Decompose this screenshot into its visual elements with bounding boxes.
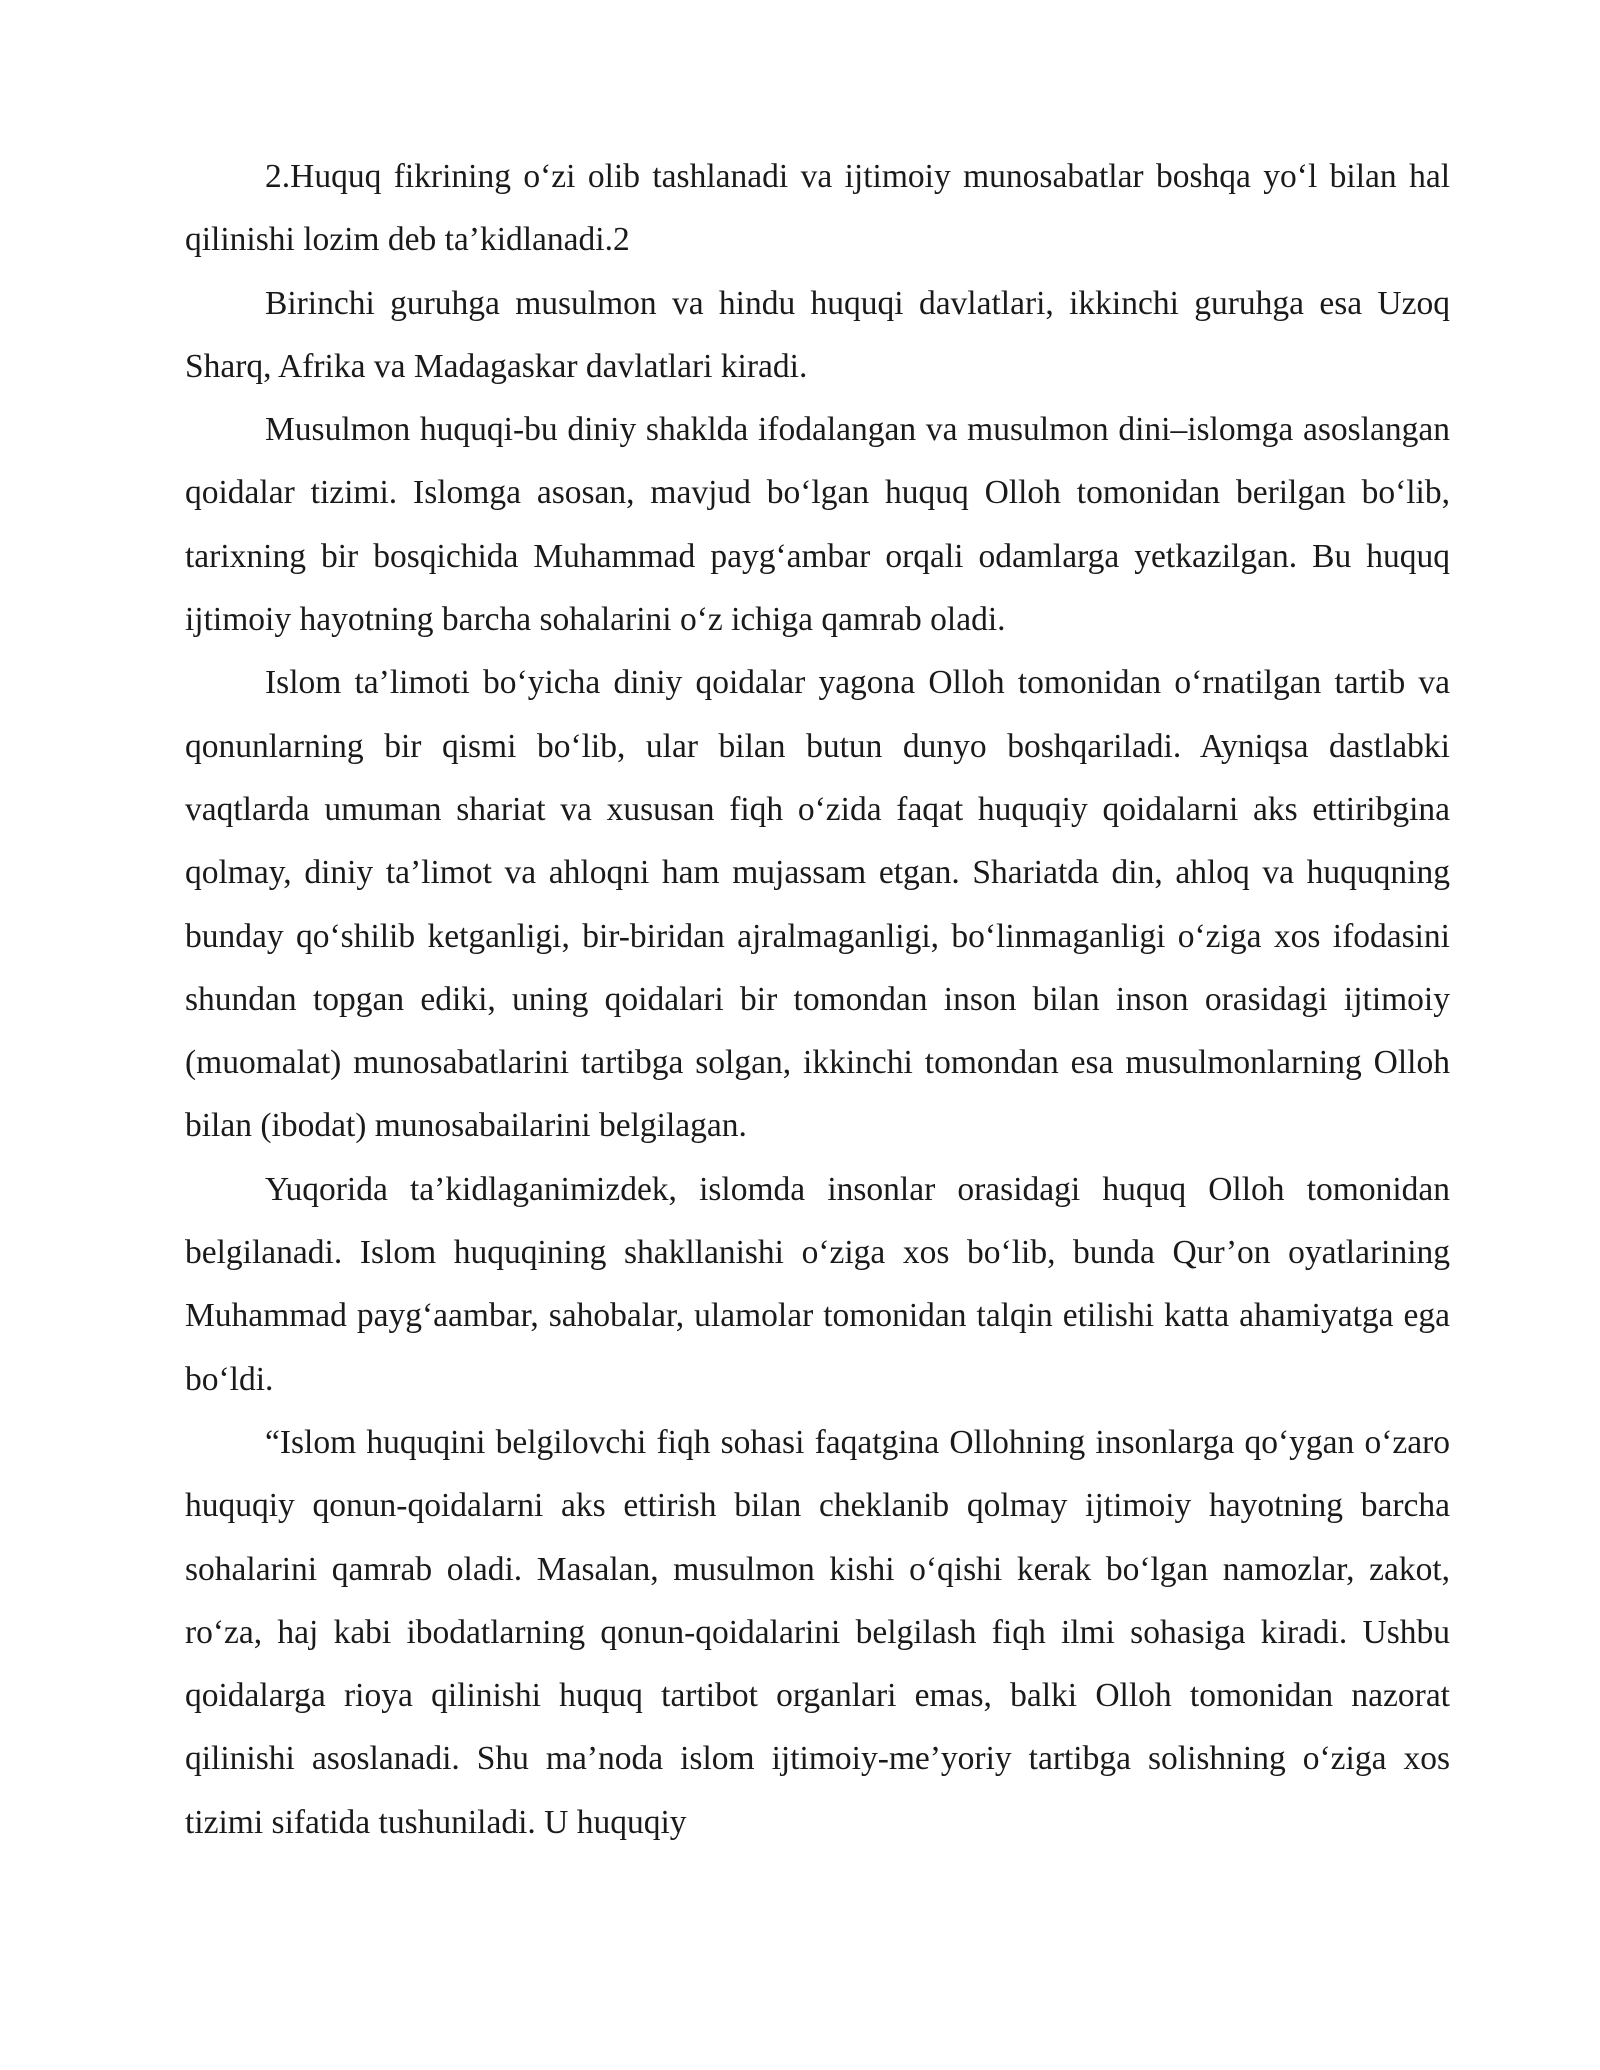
paragraph-2: Birinchi guruhga musulmon va hindu huquqi davlatlari, ikkinchi guruhga esa Uzoq Sharq, Afrika va Madagaskar davlatlari kiradi. [185,284,1450,385]
paragraph-4: Islom ta’limoti bo‘yicha diniy qoidalar yagona Olloh tomonidan o‘rnatilgan tartib va qonunlarning bir qismi bo‘lib, ular bilan butun dunyo boshqariladi. Ayniqsa dastlabki vaqtlarda umuman shariat va xususan fiqh o‘zida faqat huquqiy qoidalarni aks ettiribgina qolmay, diniy ta’limot va ahloqni ham mujassam etgan. Shariatda din, ahloq va huquqning bunday qo‘shilib ketganligi, bir-biridan ajralmaganligi, bo‘linmaganligi o‘ziga xos ifodasini shundan topgan ediki, uning qoidalari bir tomondan inson bilan inson orasidagi ijtimoiy (muomalat) munosabatlarini tartibga solgan, ikkinchi tomondan esa musulmonlarning Olloh bilan (ibodat) munosabailarini belgilagan. [185,664,1450,1145]
paragraph-6: “Islom huquqini belgilovchi fiqh sohasi faqatgina Ollohning insonlarga qo‘ygan o‘zaro huquqiy qonun-qoidalarni aks ettirish bilan cheklanib qolmay ijtimoiy hayotning barcha sohalarini qamrab oladi. Masalan, musulmon kishi o‘qishi kerak bo‘lgan namozlar, zakot, ro‘za, haj kabi ibodatlarning qonun-qoidalarini belgilash fiqh ilmi sohasiga kiradi. Ushbu qoidalarga rioya qilinishi huquq tartibot organlari emas, balki Olloh tomonidan nazorat qilinishi asoslanadi. Shu ma’noda islom ijtimoiy-me’yoriy tartibga solishning o‘ziga xos tizimi sifatida tushuniladi. U huquqiy [185,1423,1450,1841]
paragraph-1: 2.Huquq fikrining o‘zi olib tashlanadi va ijtimoiy munosabatlar boshqa yo‘l bilan hal qilinishi lozim deb ta’kidlanadi.2 [185,158,1450,259]
paragraph-3: Musulmon huquqi-bu diniy shaklda ifodalangan va musulmon dini–islomga asoslangan qoidalar tizimi. Islomga asosan, mavjud bo‘lgan huquq Olloh tomonidan berilgan bo‘lib, tarixning bir bosqichida Muhammad payg‘ambar orqali odamlarga yetkazilgan. Bu huquq ijtimoiy hayotning barcha sohalarini o‘z ichiga qamrab oladi. [185,411,1450,639]
document-body [185,145,1450,1854]
paragraph-5: Yuqorida ta’kidlaganimizdek, islomda insonlar orasidagi huquq Olloh tomonidan belgilanadi. Islom huquqining shakllanishi o‘ziga xos bo‘lib, bunda Qur’on oyatlarining Muhammad payg‘aambar, sahobalar, ulamolar tomonidan talqin etilishi katta ahamiyatga ega bo‘ldi. [185,1170,1450,1398]
